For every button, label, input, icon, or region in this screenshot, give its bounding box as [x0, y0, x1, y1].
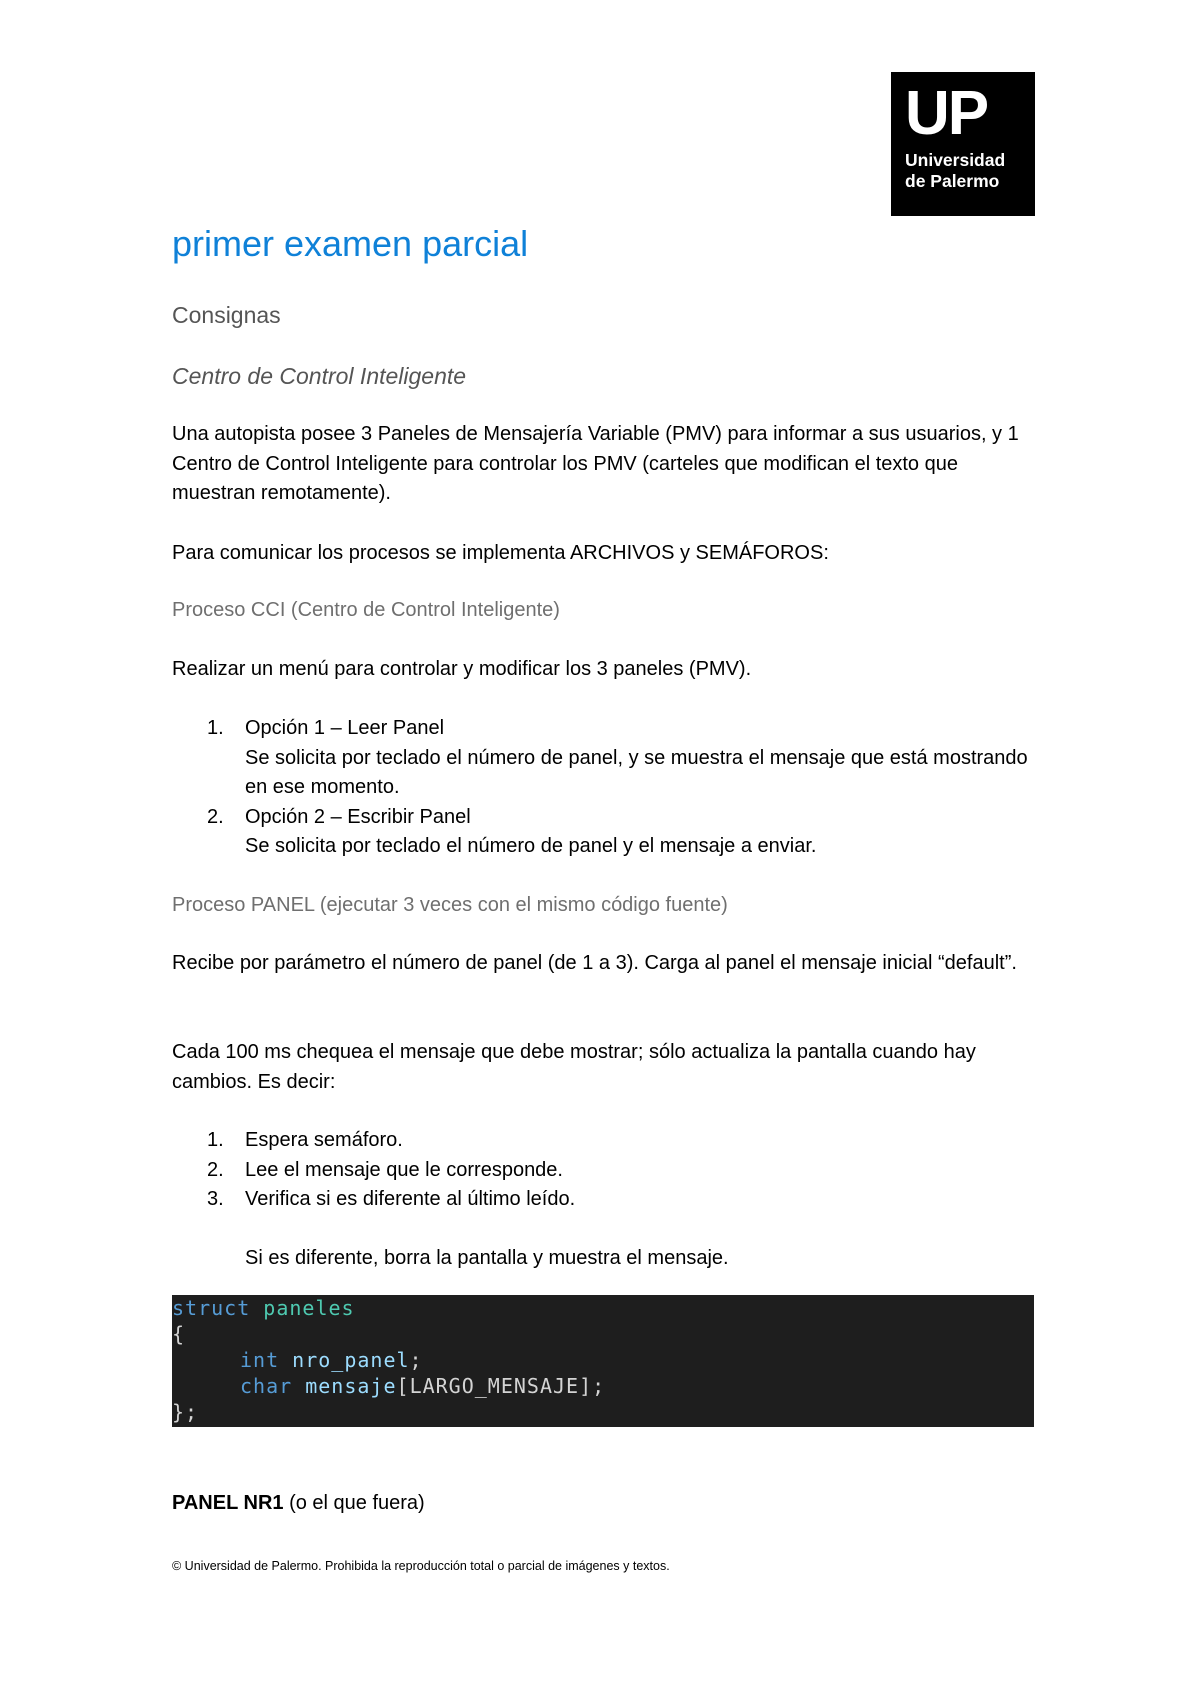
list-number: 1.	[207, 1129, 224, 1151]
panel-check-paragraph	[172, 1038, 1032, 1097]
list-number: 2.	[207, 805, 224, 828]
logo-line-1: Universidad	[905, 150, 1006, 170]
comms-paragraph	[172, 539, 1032, 569]
step-text: Espera semáforo.	[245, 1129, 403, 1151]
panel-label-bold: PANEL NR1	[172, 1492, 284, 1514]
code-bracket-open: [	[396, 1374, 410, 1398]
panel-heading: Proceso PANEL (ejecutar 3 veces con el mismo código fuente)	[172, 894, 728, 916]
panel-note-text: Si es diferente, borra la pantalla y muestra el mensaje.	[245, 1247, 729, 1269]
subsection-heading: Centro de Control Inteligente	[172, 363, 467, 389]
logo-mark: UP	[905, 79, 988, 148]
intro-paragraph	[172, 420, 1032, 509]
list-item	[172, 803, 1032, 862]
code-semicolon: ;	[409, 1348, 423, 1372]
code-line-3	[240, 1347, 423, 1373]
code-line-5	[172, 1399, 198, 1425]
cci-menu-text: Realizar un menú para controlar y modificar los 3 paneles (PMV).	[172, 658, 752, 680]
university-logo	[891, 72, 1035, 216]
step-text: Verifica si es diferente al último leído.	[245, 1188, 576, 1210]
option-label: Opción 1 – Leer Panel	[245, 717, 445, 739]
panel-steps-list	[172, 1126, 1032, 1215]
cci-heading: Proceso CCI (Centro de Control Inteligente)	[172, 599, 560, 621]
list-item	[172, 1156, 1032, 1186]
panel-check-text: Cada 100 ms chequea el mensaje que debe mostrar; sólo actualiza la pantalla cuando hay cambios. Es decir:	[172, 1041, 976, 1093]
cci-menu-paragraph	[172, 655, 1032, 685]
list-item	[172, 1126, 1032, 1156]
code-keyword: struct	[172, 1296, 251, 1320]
panel-param-paragraph	[172, 949, 1032, 979]
option-description: Se solicita por teclado el número de panel, y se muestra el mensaje que está mostrando en ese momento.	[245, 746, 1028, 798]
list-number: 1.	[207, 717, 224, 739]
logo-line-2: de Palermo	[905, 171, 1000, 191]
comms-text: Para comunicar los procesos se implementa ARCHIVOS y SEMÁFOROS:	[172, 542, 829, 564]
code-open-brace: {	[172, 1322, 186, 1346]
panel-label-rest: (o el que fuera)	[283, 1492, 425, 1514]
intro-text: Una autopista posee 3 Paneles de Mensajería Variable (PMV) para informar a sus usuarios, y 1 Centro de Control Inteligente para controlar los PMV (carteles que modifican el texto que muestran remotamente).	[172, 423, 1019, 504]
copyright-footer: © Universidad de Palermo. Prohibida la reproducción total o parcial de imágenes y textos.	[172, 1559, 670, 1573]
panel-note-paragraph	[245, 1244, 1035, 1274]
code-struct-name: paneles	[263, 1296, 355, 1320]
code-variable: nro_panel	[292, 1348, 410, 1372]
option-description: Se solicita por teclado el número de panel y el mensaje a enviar.	[245, 835, 817, 857]
code-line-4	[240, 1373, 605, 1399]
list-item	[172, 714, 1032, 803]
code-line-2	[172, 1321, 185, 1347]
code-constant: LARGO_MENSAJE	[409, 1374, 580, 1398]
section-heading: Consignas	[172, 302, 281, 328]
list-item	[172, 1185, 1032, 1215]
cci-options-list	[172, 714, 1032, 862]
panel-param-text: Recibe por parámetro el número de panel (de 1 a 3). Carga al panel el mensaje inicial “default”.	[172, 952, 1017, 974]
code-line-1	[172, 1295, 355, 1321]
code-block	[172, 1295, 1034, 1427]
code-bracket-close: ];	[579, 1374, 606, 1398]
code-variable: mensaje	[305, 1374, 397, 1398]
code-type: int	[240, 1348, 280, 1372]
panel-label-paragraph	[172, 1489, 1032, 1519]
list-number: 3.	[207, 1188, 224, 1210]
code-close-brace: };	[172, 1400, 199, 1424]
step-text: Lee el mensaje que le corresponde.	[245, 1158, 563, 1181]
list-number: 2.	[207, 1158, 224, 1181]
code-type: char	[240, 1374, 293, 1398]
option-label: Opción 2 – Escribir Panel	[245, 805, 471, 828]
document-title: primer examen parcial	[172, 223, 529, 264]
